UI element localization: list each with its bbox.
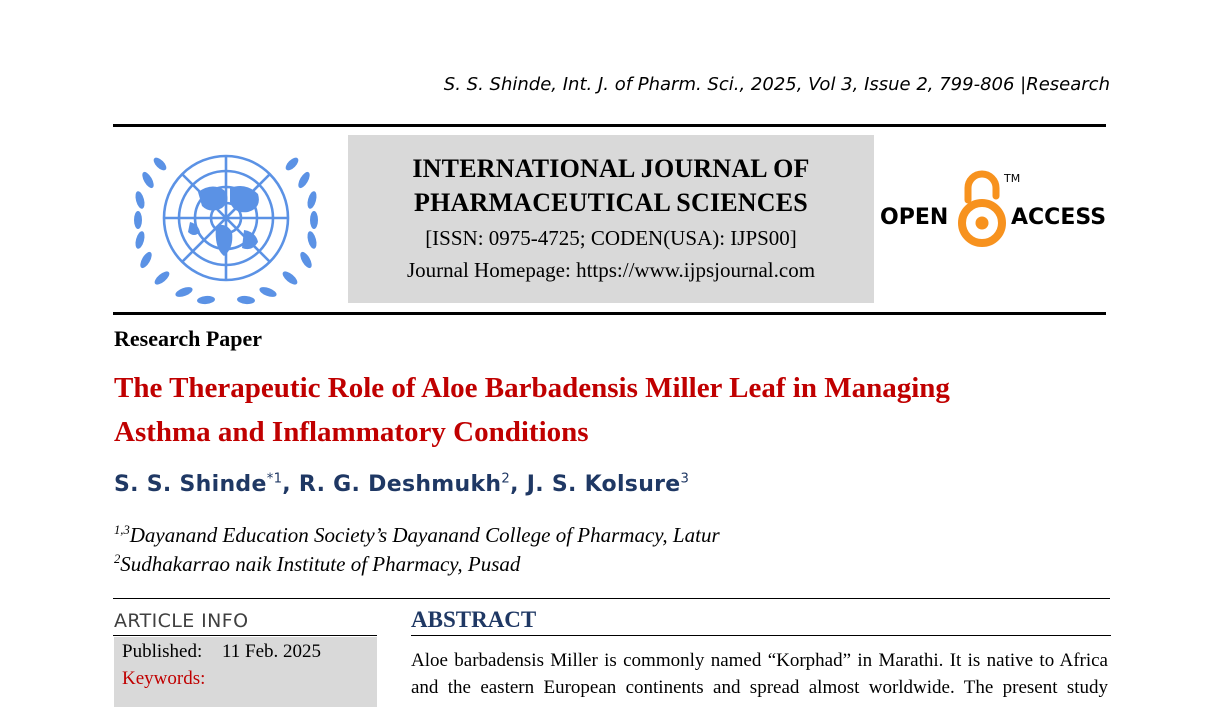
abstract-body bbox=[411, 647, 1108, 701]
abstract-heading: ABSTRACT bbox=[411, 607, 537, 632]
svg-text:TM: TM bbox=[1004, 172, 1021, 185]
author-list: S. S. Shinde$^{*1}$, R. G. Deshmukh$^2$, J. S. Kolsure$^3$ bbox=[114, 471, 690, 497]
abstract-rule bbox=[411, 635, 1111, 636]
journal-masthead bbox=[348, 135, 874, 303]
abstract-line: and the eastern European continents and spread almost worldwide. The present study bbox=[411, 677, 1108, 698]
masthead-bottom-rule bbox=[113, 312, 1106, 315]
journal-name-line1: INTERNATIONAL JOURNAL OF bbox=[412, 154, 810, 183]
affiliation bbox=[114, 552, 520, 577]
affiliation-text: Sudhakarrao naik Institute of Pharmacy, Pusad bbox=[120, 552, 521, 576]
affiliation bbox=[114, 523, 720, 548]
svg-text:ACCESS: ACCESS bbox=[1011, 205, 1107, 230]
article-title-line1: The Therapeutic Role of Aloe Barbadensis Miller Leaf in Managing bbox=[114, 372, 950, 404]
affiliation-text: Dayanand Education Society’s Dayanand College of Pharmacy, Latur bbox=[129, 523, 720, 547]
journal-name-line2: PHARMACEUTICAL SCIENCES bbox=[414, 188, 808, 217]
abstract-line: Aloe barbadensis Miller is commonly named “Korphad” in Marathi. It is native to Africa bbox=[411, 650, 1108, 671]
journal-issn: [ISSN: 0975-4725; CODEN(USA): IJPS00] bbox=[425, 226, 797, 250]
open-access-logo bbox=[880, 166, 1110, 252]
svg-text:OPEN: OPEN bbox=[880, 205, 949, 230]
journal-homepage: Journal Homepage: https://www.ijpsjournal.com bbox=[406, 258, 816, 282]
author-mark: 2 bbox=[501, 471, 511, 487]
un-emblem-icon bbox=[126, 140, 326, 308]
published-date: 11 Feb. 2025 bbox=[222, 641, 322, 662]
article-type-label: Research Paper bbox=[114, 326, 263, 351]
article-info-label: ARTICLE INFO bbox=[114, 610, 249, 632]
article-title bbox=[114, 366, 1074, 454]
author-name: J. S. Kolsure bbox=[526, 472, 681, 497]
author-mark: 3 bbox=[680, 471, 690, 487]
affiliation-mark: 1,3 bbox=[114, 523, 130, 537]
keywords-label: Keywords: bbox=[122, 668, 206, 689]
published-label: Published: bbox=[122, 641, 203, 662]
section-rule bbox=[113, 598, 1110, 599]
affiliation-mark: 2 bbox=[114, 552, 121, 566]
article-info-rule bbox=[113, 635, 377, 636]
top-rule bbox=[113, 124, 1106, 127]
article-title-line2: Asthma and Inflammatory Conditions bbox=[114, 416, 589, 448]
author-name: S. S. Shinde bbox=[114, 472, 267, 497]
published-row bbox=[122, 641, 321, 663]
author-mark: *1 bbox=[266, 471, 283, 487]
running-header: S. S. Shinde, Int. J. of Pharm. Sci., 2025, Vol 3, Issue 2, 799-806 |Research bbox=[443, 74, 1110, 95]
author-name: R. G. Deshmukh bbox=[298, 472, 502, 497]
